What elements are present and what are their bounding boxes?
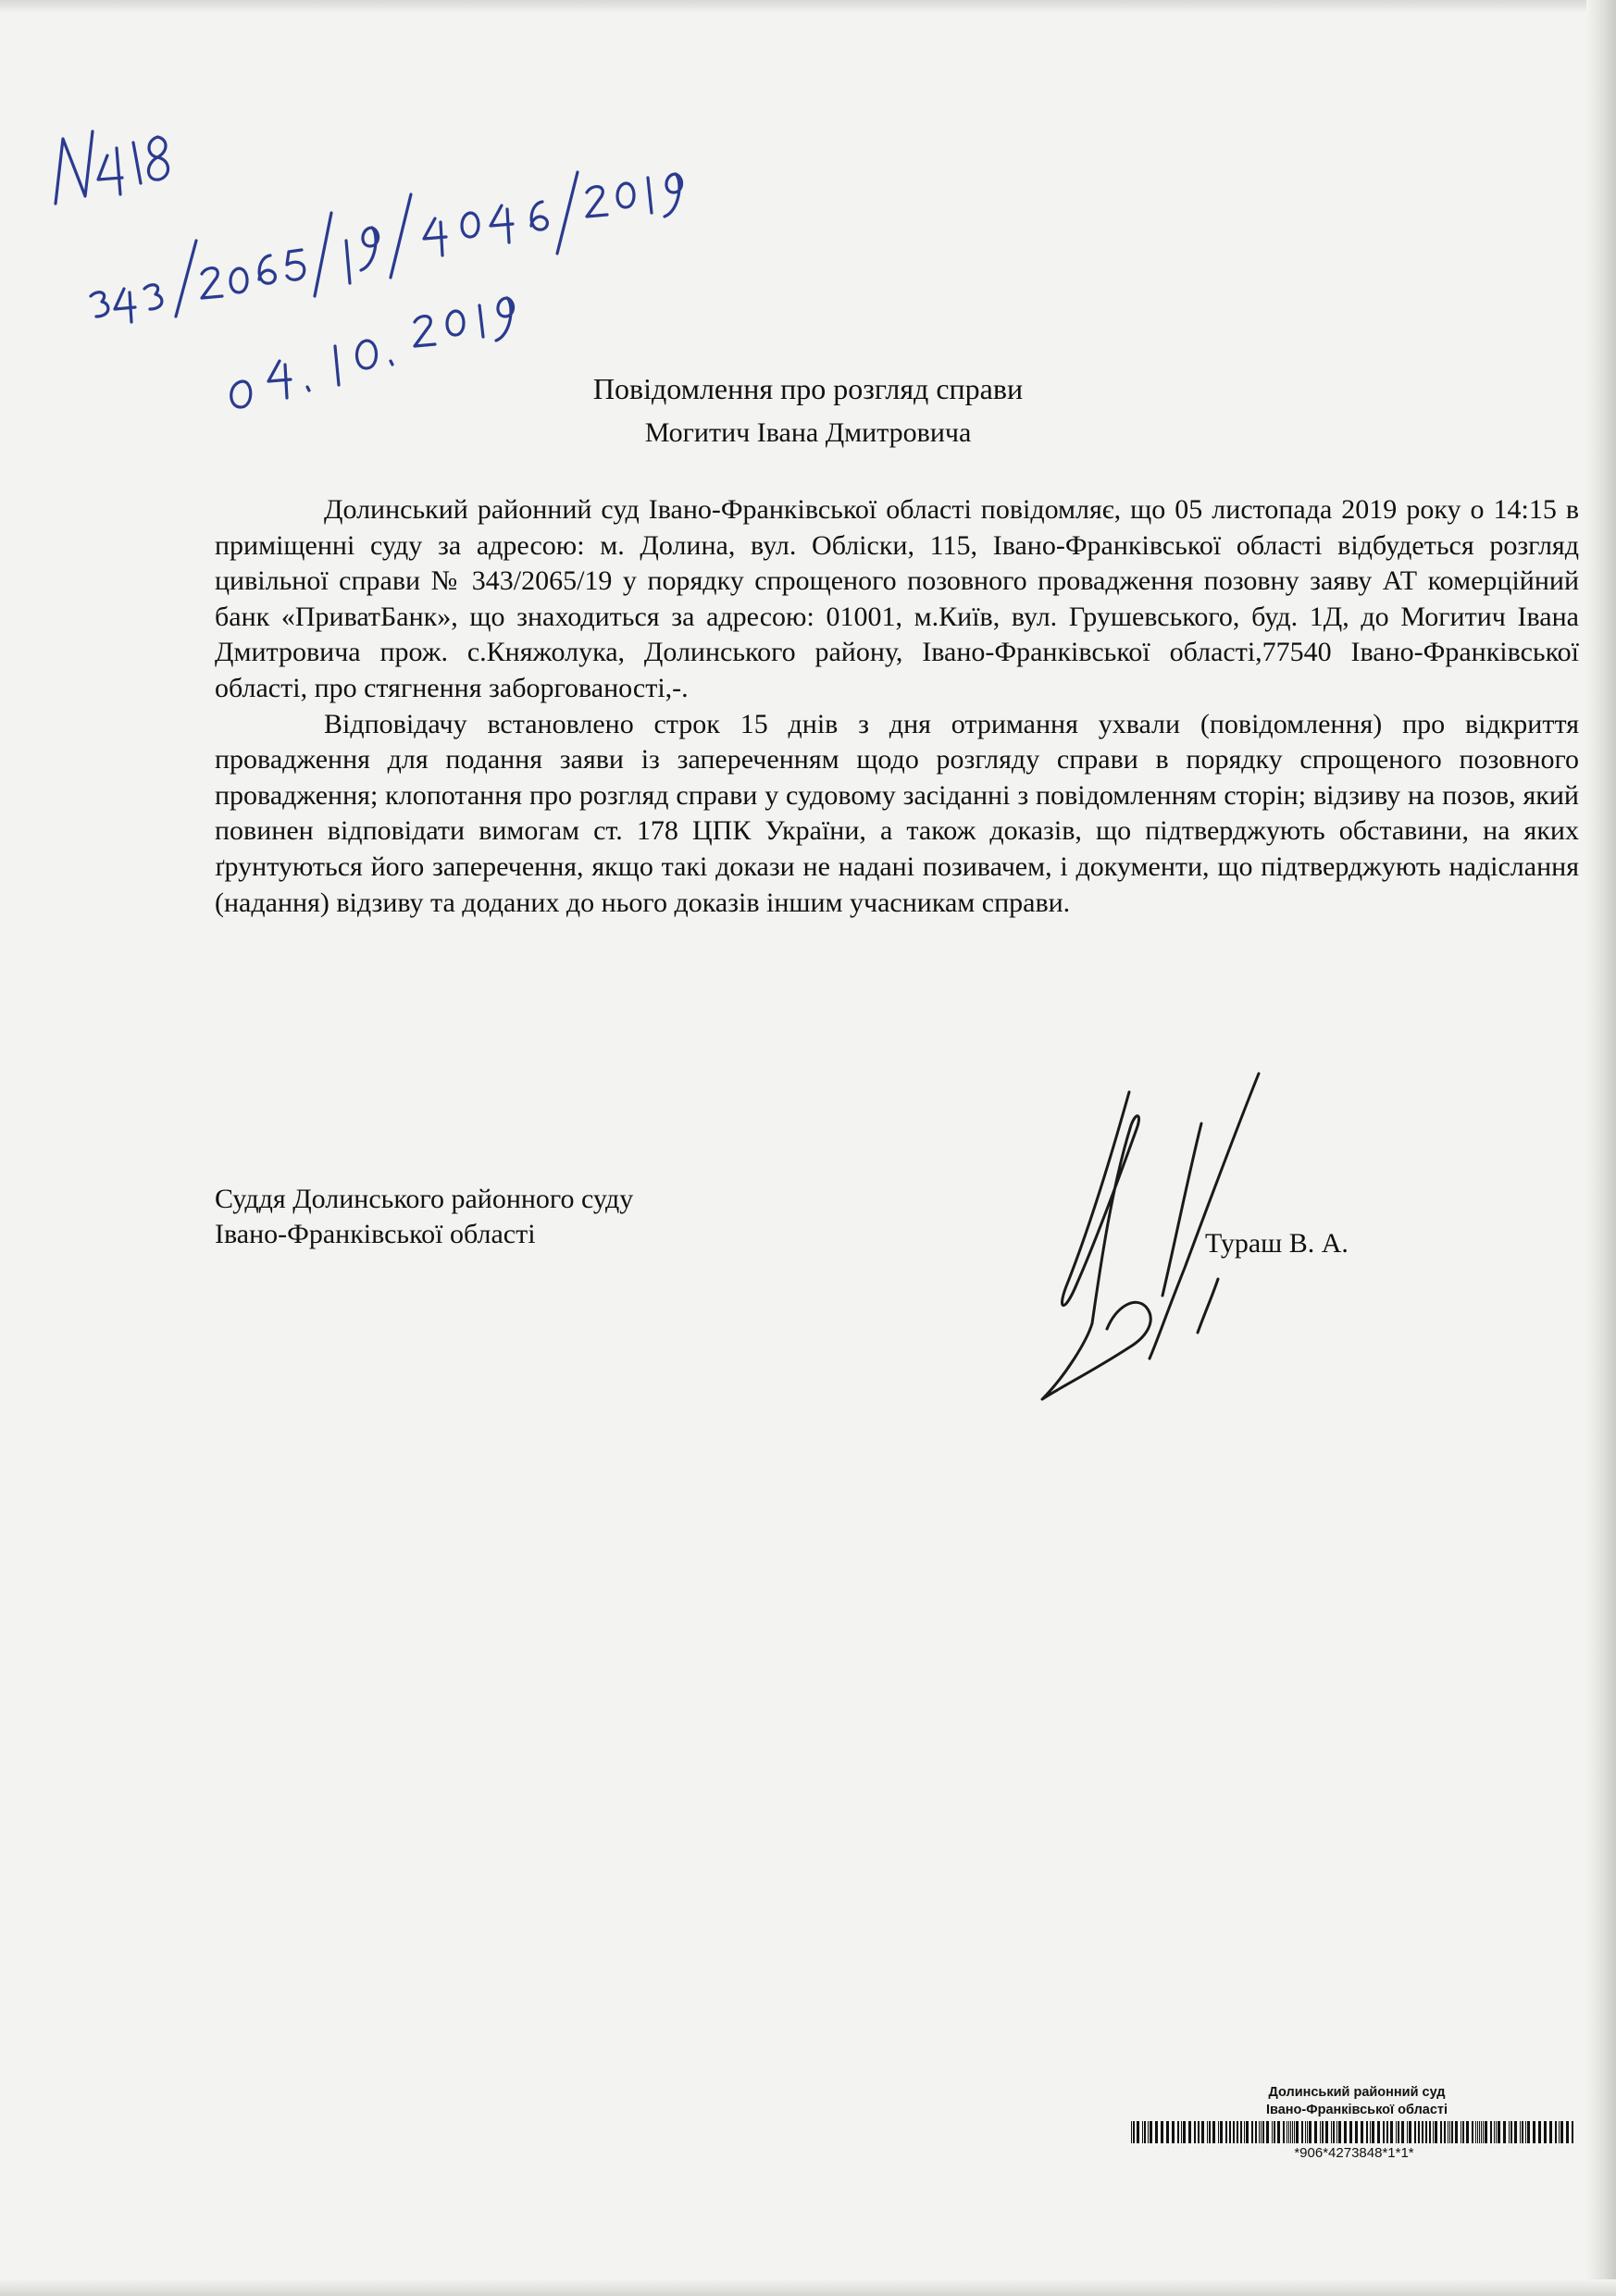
barcode-bar	[1494, 2121, 1495, 2143]
barcode-bar	[1148, 2121, 1149, 2143]
barcode-bar	[1244, 2121, 1245, 2143]
barcode-bar	[1433, 2121, 1434, 2143]
barcode-bar	[1422, 2121, 1423, 2143]
barcode-bar	[1150, 2121, 1152, 2143]
barcode-bar	[1477, 2121, 1478, 2143]
barcode-bar	[1336, 2121, 1337, 2143]
barcode-bar	[1161, 2121, 1163, 2143]
barcode-bar	[1314, 2121, 1317, 2143]
barcode-bar	[1566, 2121, 1569, 2143]
judge-position-line2: Івано-Франківської області	[215, 1219, 536, 1249]
barcode-bar	[1538, 2121, 1541, 2143]
barcode-bar	[1483, 2121, 1484, 2143]
barcode-bar	[1498, 2121, 1500, 2143]
barcode-bar	[1455, 2121, 1458, 2143]
barcode-bar	[1292, 2121, 1293, 2143]
barcode-bar	[1325, 2121, 1328, 2143]
barcode-bar	[1296, 2121, 1299, 2143]
barcode-bar	[1485, 2121, 1487, 2143]
barcode-bar	[1261, 2121, 1262, 2143]
barcode-bar	[1333, 2121, 1335, 2143]
document-barcode	[1129, 2121, 1579, 2143]
barcode-bar	[1472, 2121, 1473, 2143]
barcode-bar	[1449, 2121, 1450, 2143]
barcode-bar	[1407, 2121, 1408, 2143]
barcode-bar	[1509, 2121, 1510, 2143]
barcode-bar	[1361, 2121, 1363, 2143]
barcode-bar	[1209, 2121, 1211, 2143]
handwritten-entry-number	[56, 131, 168, 204]
barcode-bar	[1377, 2121, 1380, 2143]
barcode-bar	[1220, 2121, 1223, 2143]
barcode-bar	[1522, 2121, 1523, 2143]
barcode-bar	[1440, 2121, 1442, 2143]
barcode-bar	[1390, 2121, 1393, 2143]
barcode-bar	[1444, 2121, 1446, 2143]
barcode-bar	[1212, 2121, 1215, 2143]
barcode-bar	[1490, 2121, 1492, 2143]
barcode-bar	[1177, 2121, 1179, 2143]
barcode-bar	[1503, 2121, 1506, 2143]
barcode-bar	[1418, 2121, 1420, 2143]
barcode-bar	[1496, 2121, 1497, 2143]
barcode-bar	[1272, 2121, 1273, 2143]
barcode-bar	[1198, 2121, 1200, 2143]
barcode-bar	[1246, 2121, 1249, 2143]
barcode-bar	[1288, 2121, 1289, 2143]
barcode-bar	[1481, 2121, 1482, 2143]
barcode-bar	[1409, 2121, 1411, 2143]
barcode-bar	[1401, 2121, 1404, 2143]
barcode-bar	[1429, 2121, 1431, 2143]
barcode-bar	[1366, 2121, 1368, 2143]
barcode-bar	[1201, 2121, 1204, 2143]
barcode-bar	[1188, 2121, 1191, 2143]
barcode-bar	[1301, 2121, 1303, 2143]
barcode-bar	[1510, 2121, 1512, 2143]
court-stamp-line1: Долинський районний суд	[1268, 2085, 1446, 2100]
barcode-bar	[1320, 2121, 1321, 2143]
barcode-bar	[1183, 2121, 1186, 2143]
barcode-bar	[1355, 2121, 1358, 2143]
barcode-bar	[1425, 2121, 1427, 2143]
notice-title: Повідомлення про розгляд справи	[592, 372, 1024, 405]
barcode-bar	[1560, 2121, 1563, 2143]
barcode-bar	[1338, 2121, 1341, 2143]
barcode-bar	[1251, 2121, 1253, 2143]
barcode-bar	[1372, 2121, 1374, 2143]
barcode-bar	[1549, 2121, 1552, 2143]
notice-paragraph-deadline: Відповідачу встановлено строк 15 днів з дня отримання ухвали (повідомлення) про відкриття провадження для подання заяви із запереченням щодо розгляду справи в порядку спрощеного позовного провадження; клопотання про розгляд справи у судовому засіданні з повідомленням сторін; відзиву на позов, який повинен відповідати вимогам ст. 178 ЦПК України, а також доказів, що підтверджують обставини, на яких ґрунтуються його заперечення, якщо такі докази не надані позивачем, і документи, що підтверджують надіслання (надання) відзиву та доданих до нього доказів іншим учасникам справи.	[215, 708, 1579, 918]
court-stamp-line2: Івано-Франківської області	[1265, 2103, 1448, 2117]
barcode-bar	[1525, 2121, 1526, 2143]
barcode-bar	[1255, 2121, 1257, 2143]
barcode-bar	[1572, 2121, 1573, 2143]
barcode-bar	[1331, 2121, 1332, 2143]
barcode-bar	[1266, 2121, 1269, 2143]
barcode-bar	[1259, 2121, 1260, 2143]
barcode-bar	[1479, 2121, 1480, 2143]
barcode-bar	[1290, 2121, 1291, 2143]
barcode-bar	[1166, 2121, 1169, 2143]
handwritten-registration-note	[37, 83, 703, 416]
barcode-bar	[1207, 2121, 1208, 2143]
barcode-bar	[1396, 2121, 1397, 2143]
barcode-bar	[1533, 2121, 1535, 2143]
barcode-bar	[1283, 2121, 1285, 2143]
barcode-bar	[1229, 2121, 1231, 2143]
barcode-bar	[1386, 2121, 1388, 2143]
barcode-bar	[1520, 2121, 1521, 2143]
barcode-bar	[1514, 2121, 1517, 2143]
barcode-bar	[1233, 2121, 1235, 2143]
barcode-bar	[1237, 2121, 1238, 2143]
judge-name: Тураш В. А.	[1205, 1228, 1349, 1259]
barcode-bar	[1194, 2121, 1196, 2143]
notice-paragraph-hearing: Долинський районний суд Івано-Франківської області повідомляє, що 05 листопада 2019 року о 14:15 в приміщенні суду за адресою: м. Долина, вул. Обліски, 115, Івано-Франківської області відбудеться розгляд цивільної справи № 343/2065/19 у порядку спрощеного позовного провадження позовну заяву АТ комерційний банк «ПриватБанк», що знаходиться за адресою: 01001, м.Київ, вул. Грушевського, буд. 1Д, до Могитич Івана Дмитровича прож. с.Княжолука, Долинського району, Івано-Франківської області,77540 Івано-Франківської області, про стягнення заборгованості,-.	[215, 494, 1579, 703]
barcode-bar	[1414, 2121, 1416, 2143]
judge-position-line1: Суддя Долинського районного суду	[215, 1184, 634, 1214]
barcode-bar	[1435, 2121, 1437, 2143]
barcode-bar	[1307, 2121, 1308, 2143]
barcode-bar	[1475, 2121, 1476, 2143]
barcode-bar	[1309, 2121, 1311, 2143]
barcode-bar	[1383, 2121, 1385, 2143]
barcode-bar	[1144, 2121, 1146, 2143]
scan-edge-top	[0, 0, 1616, 13]
scan-edge-right	[1586, 0, 1616, 2296]
barcode-bar	[1225, 2121, 1227, 2143]
barcode-bar	[1398, 2121, 1399, 2143]
barcode-bar	[1240, 2121, 1242, 2143]
barcode-bar	[1370, 2121, 1371, 2143]
notice-subtitle: Могитич Івана Дмитровича	[644, 417, 972, 448]
judge-position	[215, 1182, 633, 1252]
barcode-bar	[1322, 2121, 1324, 2143]
barcode-bar	[1294, 2121, 1295, 2143]
barcode-bar	[1555, 2121, 1557, 2143]
court-stamp	[1237, 2084, 1477, 2119]
barcode-bar	[1527, 2121, 1530, 2143]
barcode-bar	[1133, 2121, 1135, 2143]
barcode-bar	[1462, 2121, 1464, 2143]
notice-body	[215, 492, 1579, 921]
barcode-bar	[1181, 2121, 1182, 2143]
handwritten-case-reference	[91, 172, 682, 322]
barcode-bar	[1277, 2121, 1280, 2143]
barcode-bar	[1344, 2121, 1347, 2143]
barcode-bar	[1142, 2121, 1143, 2143]
barcode-bar	[1131, 2121, 1132, 2143]
barcode-bar	[1466, 2121, 1469, 2143]
scan-edge-bottom	[0, 2279, 1616, 2296]
barcode-text: *906*4273848*1*1*	[1294, 2145, 1414, 2161]
barcode-bar	[1559, 2121, 1560, 2143]
barcode-bar	[1544, 2121, 1547, 2143]
barcode-bar	[1349, 2121, 1352, 2143]
barcode-bar	[1172, 2121, 1175, 2143]
barcode-bar	[1451, 2121, 1453, 2143]
barcode-bar	[1218, 2121, 1219, 2143]
barcode-bar	[1137, 2121, 1139, 2143]
barcode-bar	[1155, 2121, 1158, 2143]
barcode-bar	[1262, 2121, 1264, 2143]
barcode-bar	[1305, 2121, 1306, 2143]
barcode-bar	[1274, 2121, 1275, 2143]
